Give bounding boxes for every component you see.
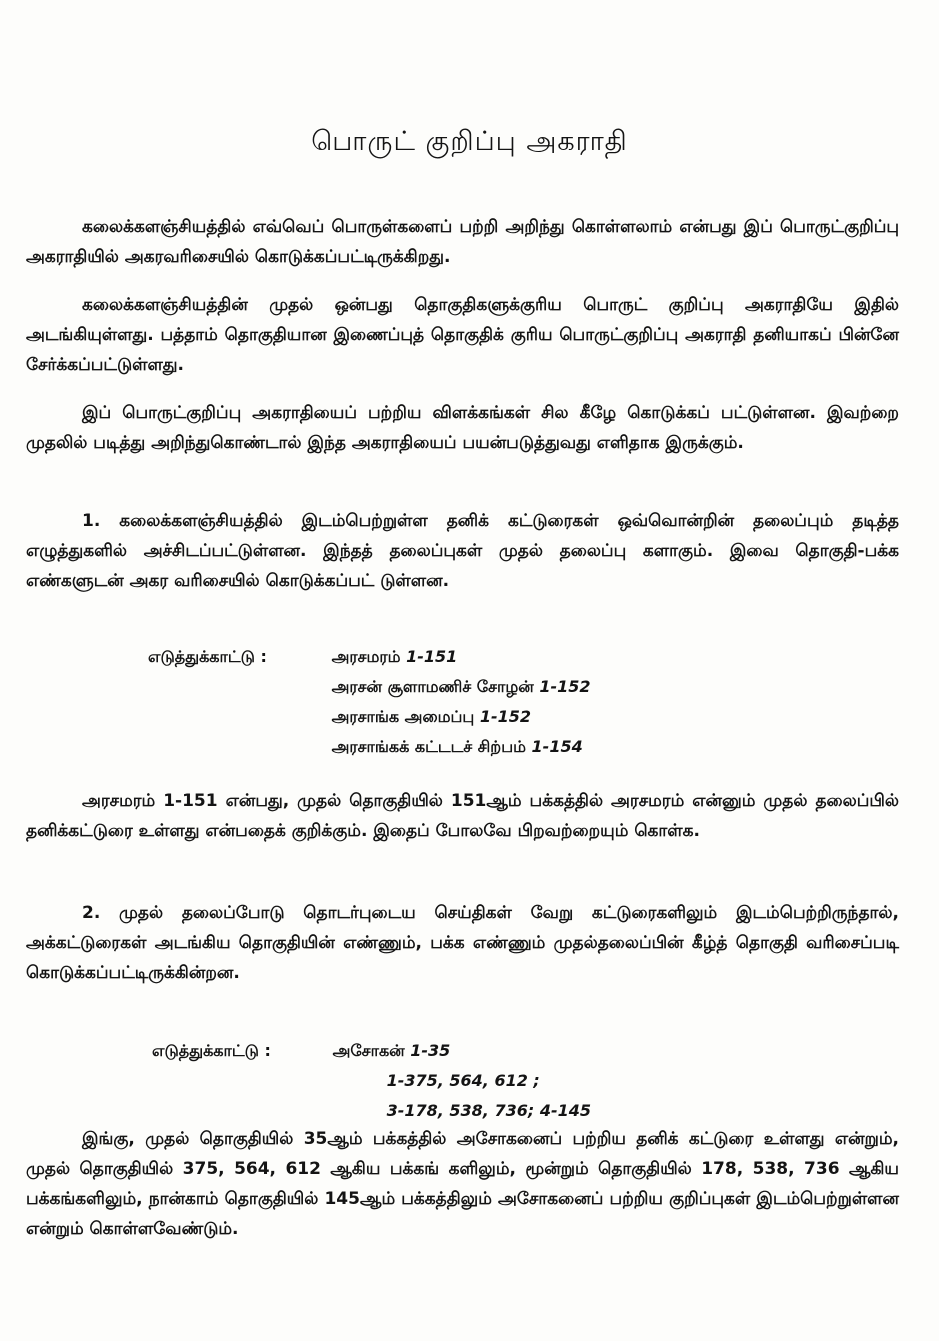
paragraph-point-1: 1. கலைக்களஞ்சியத்தில் இடம்பெற்றுள்ள தனிக் கட்டுரைகள் ஒவ்வொன்றின் தலைப்பும் தடித்த எழுத்துகளில் அச்சிடப்பட்டுள்ளன. இந்தத் தலைப்புகள் முதல் தலைப்பு களாகும். இவை தொகுதி-பக்க எண்களுடன் அகர வரிசையில் கொடுக்கப்பட் டுள்ளன. [26,511,899,591]
paragraph-example-2-explanation: இங்கு, முதல் தொகுதியில் 35ஆம் பக்கத்தில் அசோகனைப் பற்றிய தனிக் கட்டுரை உள்ளது என்றும், முதல் தொகுதியில் 375, 564, 612 ஆகிய பக்கங் களிலும், மூன்றும் தொகுதியில் 178, 538, 736 ஆகிய பக்கங்களிலும், நான்காம் தொகுதியில் 145ஆம் பக்கத்திலும் அசோகனைப் பற்றிய குறிப்புகள் இடம்பெற்றுள்ளன என்றும் கொள்ளவேண்டும். [26,1129,899,1239]
paragraph-intro: கலைக்களஞ்சியத்தில் எவ்வெப் பொருள்களைப் பற்றி அறிந்து கொள்ளலாம் என்பது இப் பொருட்குறிப்பு அகராதியில் அகரவரிசையில் கொடுக்கப்பட்டிருக்கிறது. [26,217,899,267]
entry-ref: 1-35 [410,1041,451,1060]
entry-term: அரசமரம் [331,647,401,666]
paragraph-volumes: கலைக்களஞ்சியத்தின் முதல் ஒன்பது தொகுதிகளுக்குரிய பொருட் குறிப்பு அகராதியே இதில் அடங்கியுள்ளது. பத்தாம் தொகுதியான இணைப்புத் தொகுதிக் குரிய பொருட்குறிப்பு அகராதி தனியாகப் பின்னே சேர்க்கப்பட்டுள்ளது. [26,295,899,375]
example-1-entry [332,672,591,702]
entry-ref: 1-152 [539,677,591,696]
entry-ref: 1-152 [479,707,532,726]
entry-ref: 1-151 [406,647,458,666]
paragraph-point-2: 2. முதல் தலைப்போடு தொடர்புடைய செய்திகள் வேறு கட்டுரைகளிலும் இடம்பெற்றிருந்தால், அக்கட்டுரைகள் அடங்கிய தொகுதியின் எண்ணும், பக்க எண்ணும் முதல்தலைப்பின் கீழ்த் தொகுதி வரிசைப்படி கொடுக்கப்பட்டிருக்கின்றன. [26,903,899,983]
entry-term: அரசாங்கக் கட்டடச் சிற்பம் [331,737,526,756]
example-2 [152,1036,591,1126]
page-title: பொருட் குறிப்பு அகராதி [311,126,628,157]
entry-term: அரசாங்க அமைப்பு [331,707,475,726]
entry-term: அசோகன் [332,1041,405,1060]
example-1-label: எடுத்துக்காட்டு : [148,647,267,666]
paragraph-explanations: இப் பொருட்குறிப்பு அகராதியைப் பற்றிய விளக்கங்கள் சில கீழே கொடுக்கப் பட்டுள்ளன. இவற்றை முதலில் படித்து அறிந்துகொண்டால் இந்த அகராதியைப் பயன்படுத்துவது எளிதாக இருக்கும். [26,403,899,453]
paragraph-example-explanation: அரசமரம் 1-151 என்பது, முதல் தொகுதியில் 151ஆம் பக்கத்தில் அரசமரம் என்னும் முதல் தலைப்பில் தனிக்கட்டுரை உள்ளது என்பதைக் குறிக்கும். இதைப் போலவே பிறவற்றையும் கொள்க. [26,791,899,841]
example-1-entry [332,642,591,672]
entry-ref: 1-154 [531,737,583,756]
entry-term: அரசன் சூளாமணிச் சோழன் [331,677,534,696]
example-2-subref: 3-178, 538, 736; 4-145 [386,1101,591,1120]
example-1-entry [332,732,591,762]
example-2-entry [333,1036,591,1066]
example-1-entry [332,702,591,732]
example-2-subref: 1-375, 564, 612 ; [386,1071,540,1090]
example-2-label: எடுத்துக்காட்டு : [152,1041,271,1060]
example-1 [148,642,591,762]
